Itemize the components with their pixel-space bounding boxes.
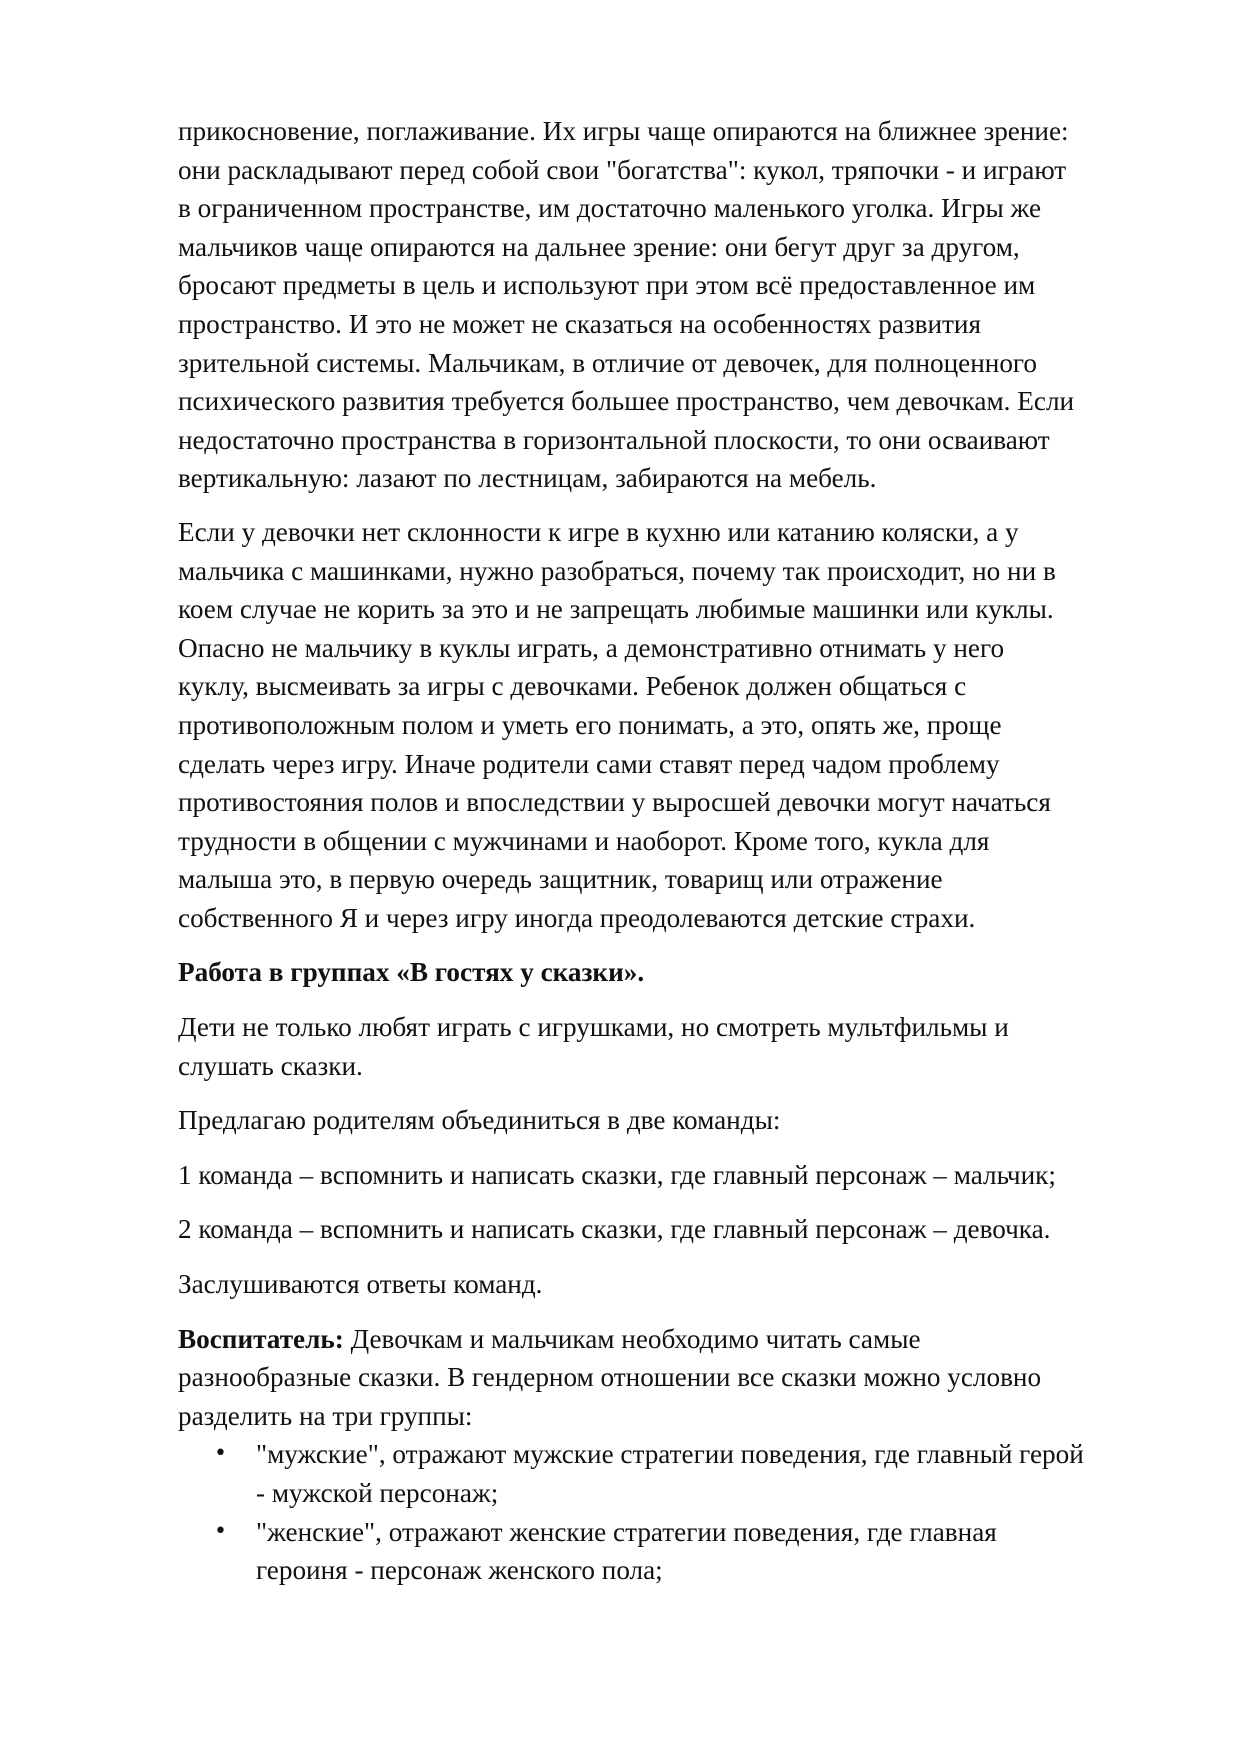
text-line: Если у девочки нет склонности к игре в кухню или катанию коляски, а у — [178, 516, 1019, 547]
text-line: разделить на три группы: — [178, 1400, 473, 1431]
text-line: куклу, высмеивать за игры с девочками. Ребенок должен общаться с — [178, 671, 967, 702]
text-line: Дети не только любят играть с игрушками, но смотреть мультфильмы и — [178, 1012, 1009, 1043]
text-line: психического развития требуется большее пространство, чем девочкам. Если — [178, 386, 1075, 417]
text-line: они раскладывают перед собой свои "богатства": кукол, тряпочки - и играют — [178, 154, 1067, 185]
text-line: мальчика с машинками, нужно разобраться, почему так происходит, но ни в — [178, 555, 1056, 586]
paragraph-educator — [178, 1320, 1160, 1436]
text-line: "женские", отражают женские стратегии поведения, где главная — [256, 1516, 997, 1547]
text-line: сделать через игру. Иначе родители сами ставят перед чадом проблему — [178, 748, 1000, 779]
text-line: - мужской персонаж; — [256, 1478, 499, 1508]
text-line: собственного Я и через игру иногда преодолеваются детские страхи. — [178, 902, 976, 933]
text-line: в ограниченном пространстве, им достаточно маленького уголка. Игры же — [178, 193, 1042, 224]
text-line: коем случае не корить за это и не запрещать любимые машинки или куклы. — [178, 594, 1054, 625]
text-line: противостояния полов и впоследствии у выросшей девочки могут начаться — [178, 787, 1051, 818]
text-line: бросают предметы в цель и используют при этом всё предоставленное им — [178, 270, 1036, 301]
educator-line-text: Девочкам и мальчикам необходимо читать самые — [343, 1323, 921, 1354]
text-line: противоположным полом и уметь его понимать, а это, опять же, проще — [178, 709, 1002, 740]
text-line: зрительной системы. Мальчикам, в отличие от девочек, для полноценного — [178, 347, 1037, 378]
section-heading: Работа в группах «В гостях у сказки». — [178, 957, 645, 988]
fairy-tale-groups-list — [178, 1435, 1160, 1589]
text-line — [178, 1320, 1160, 1359]
text-line: пространство. И это не может не сказаться на особенностях развития — [178, 308, 981, 339]
text-line: трудности в общении с мужчинами и наоборот. Кроме того, кукла для — [178, 825, 990, 856]
team-2-task: 2 команда – вспомнить и написать сказки, где главный персонаж – девочка. — [178, 1214, 1051, 1245]
list-item — [178, 1513, 1160, 1590]
paragraph-play-vision — [178, 112, 1160, 498]
list-item — [178, 1435, 1160, 1512]
paragraph-cartoons — [178, 1008, 1160, 1085]
team-1-task: 1 команда – вспомнить и написать сказки, где главный персонаж – мальчик; — [178, 1159, 1056, 1190]
text-line: прикосновение, поглаживание. Их игры чаще опираются на ближнее зрение: — [178, 116, 1069, 146]
text-line: Опасно не мальчику в куклы играть, а демонстративно отнимать у него — [178, 632, 1005, 663]
text-line: мальчиков чаще опираются на дальнее зрение: они бегут друг за другом, — [178, 231, 1020, 262]
text-line: разнообразные сказки. В гендерном отношении все сказки можно условно — [178, 1362, 1042, 1393]
paragraph-teams-intro: Предлагаю родителям объединиться в две команды: — [178, 1105, 781, 1136]
text-line: недостаточно пространства в горизонтальной плоскости, то они осваивают — [178, 424, 1050, 455]
text-line: малыша это, в первую очередь защитник, товарищ или отражение — [178, 864, 943, 895]
text-line: героиня - персонаж женского пола; — [256, 1555, 663, 1586]
text-line: слушать сказки. — [178, 1050, 363, 1081]
paragraph-answers: Заслушиваются ответы команд. — [178, 1269, 543, 1300]
text-line: "мужские", отражают мужские стратегии поведения, где главный герой — [256, 1439, 1084, 1470]
text-line: вертикальную: лазают по лестницам, забираются на мебель. — [178, 463, 877, 494]
bullet-icon: • — [214, 1518, 227, 1544]
speaker-label: Воспитатель: — [178, 1323, 344, 1354]
document-body — [178, 112, 1160, 1590]
paragraph-dolls-cars — [178, 513, 1160, 938]
bullet-icon: • — [214, 1441, 227, 1467]
